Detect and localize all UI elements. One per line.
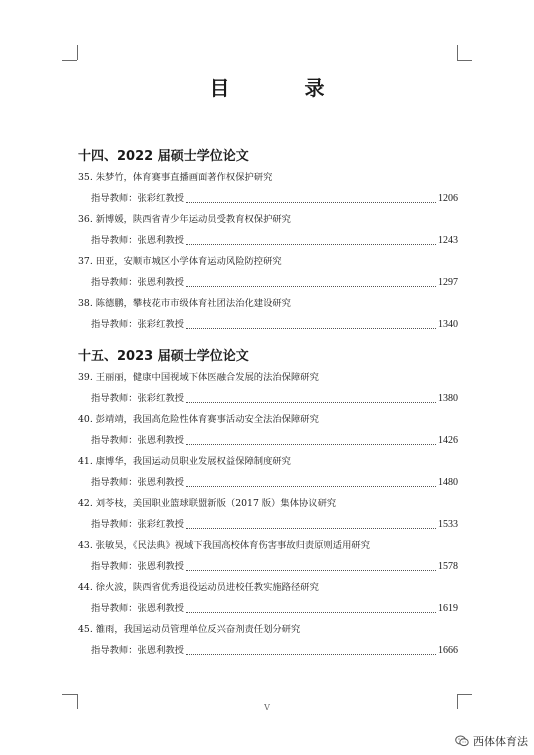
crop-mark-bottom-left-h bbox=[62, 694, 77, 695]
entry-page: 1206 bbox=[438, 193, 458, 204]
entry-title: 35. 朱梦竹，体育赛事直播画面著作权保护研究 bbox=[78, 172, 273, 183]
wechat-icon bbox=[455, 735, 469, 747]
entry-page: 1666 bbox=[438, 645, 458, 656]
entry-advisor: 指导教师：张彩红教授 bbox=[91, 393, 184, 404]
crop-mark-top-left-v bbox=[77, 45, 78, 60]
entry-page: 1619 bbox=[438, 603, 458, 614]
toc-entry[interactable] bbox=[78, 493, 458, 535]
entry-title: 45. 雒雨，我国运动员管理单位反兴奋剂责任划分研究 bbox=[78, 624, 301, 635]
crop-mark-top-right-v bbox=[457, 45, 458, 60]
leader-dots bbox=[186, 612, 436, 613]
entry-advisor: 指导教师：张彩红教授 bbox=[91, 193, 184, 204]
leader-dots bbox=[186, 286, 436, 287]
leader-dots bbox=[186, 328, 436, 329]
entry-advisor: 指导教师：张恩利教授 bbox=[91, 477, 184, 488]
toc-section bbox=[78, 147, 458, 335]
entry-title: 39. 王丽丽，健康中国视域下体医融合发展的法治保障研究 bbox=[78, 372, 319, 383]
entry-title: 43. 张敏昊，《民法典》视域下我国高校体育伤害事故归责原则适用研究 bbox=[78, 540, 370, 551]
section-heading: 十四、2022 届硕士学位论文 bbox=[78, 149, 249, 164]
entry-title: 42. 刘苓枝，美国职业篮球联盟新版（2017 版）集体协议研究 bbox=[78, 498, 337, 509]
toc-entry[interactable] bbox=[78, 409, 458, 451]
leader-dots bbox=[186, 402, 436, 403]
toc-entry[interactable] bbox=[78, 367, 458, 409]
entry-advisor-line bbox=[78, 598, 458, 619]
entry-advisor: 指导教师：张彩红教授 bbox=[91, 519, 184, 530]
toc-entry[interactable] bbox=[78, 451, 458, 493]
toc-entry[interactable] bbox=[78, 293, 458, 335]
toc-entry[interactable] bbox=[78, 619, 458, 661]
entry-page: 1380 bbox=[438, 393, 458, 404]
entry-advisor-line bbox=[78, 314, 458, 335]
entry-advisor: 指导教师：张恩利教授 bbox=[91, 561, 184, 572]
leader-dots bbox=[186, 528, 436, 529]
entry-advisor: 指导教师：张彩红教授 bbox=[91, 319, 184, 330]
entry-title: 38. 陈德鹏，攀枝花市市级体育社团法治化建设研究 bbox=[78, 298, 291, 309]
entry-advisor-line bbox=[78, 430, 458, 451]
entry-title: 41. 康博华，我国运动员职业发展权益保障制度研究 bbox=[78, 456, 291, 467]
toc-entry[interactable] bbox=[78, 167, 458, 209]
entry-advisor-line bbox=[78, 272, 458, 293]
crop-mark-top-left-h bbox=[62, 60, 77, 61]
leader-dots bbox=[186, 570, 436, 571]
entry-advisor-line bbox=[78, 230, 458, 251]
toc-entry[interactable] bbox=[78, 577, 458, 619]
entry-page: 1426 bbox=[438, 435, 458, 446]
entry-title: 44. 徐火波，陕西省优秀退役运动员进校任教实施路径研究 bbox=[78, 582, 319, 593]
entry-advisor: 指导教师：张恩利教授 bbox=[91, 235, 184, 246]
toc-entry[interactable] bbox=[78, 209, 458, 251]
section-heading: 十五、2023 届硕士学位论文 bbox=[78, 349, 249, 364]
entry-advisor-line bbox=[78, 472, 458, 493]
leader-dots bbox=[186, 444, 436, 445]
entry-advisor: 指导教师：张恩利教授 bbox=[91, 645, 184, 656]
entry-title: 36. 新博媛，陕西省青少年运动员受教育权保护研究 bbox=[78, 214, 291, 225]
crop-mark-bottom-right-h bbox=[457, 694, 472, 695]
page-number: V bbox=[264, 703, 270, 712]
toc-title: 目 录 bbox=[209, 76, 359, 100]
entry-page: 1578 bbox=[438, 561, 458, 572]
toc-section bbox=[78, 347, 458, 661]
watermark-text: 西体体育法 bbox=[473, 735, 528, 748]
toc-entry[interactable] bbox=[78, 251, 458, 293]
leader-dots bbox=[186, 202, 436, 203]
leader-dots bbox=[186, 654, 436, 655]
entry-page: 1297 bbox=[438, 277, 458, 288]
crop-mark-top-right-h bbox=[457, 60, 472, 61]
entry-advisor-line bbox=[78, 514, 458, 535]
entry-page: 1533 bbox=[438, 519, 458, 530]
entry-advisor: 指导教师：张恩利教授 bbox=[91, 603, 184, 614]
entry-page: 1243 bbox=[438, 235, 458, 246]
entry-title: 40. 彭靖靖，我国高危险性体育赛事活动安全法治保障研究 bbox=[78, 414, 319, 425]
entry-title: 37. 田亚，安顺市城区小学体育运动风险防控研究 bbox=[78, 256, 282, 267]
entry-advisor-line bbox=[78, 556, 458, 577]
leader-dots bbox=[186, 486, 436, 487]
entry-advisor-line bbox=[78, 188, 458, 209]
entry-advisor-line bbox=[78, 640, 458, 661]
entry-page: 1480 bbox=[438, 477, 458, 488]
leader-dots bbox=[186, 244, 436, 245]
watermark bbox=[455, 733, 528, 749]
entry-advisor: 指导教师：张恩利教授 bbox=[91, 277, 184, 288]
toc-entry[interactable] bbox=[78, 535, 458, 577]
entry-page: 1340 bbox=[438, 319, 458, 330]
entry-advisor-line bbox=[78, 388, 458, 409]
entry-advisor: 指导教师：张恩利教授 bbox=[91, 435, 184, 446]
